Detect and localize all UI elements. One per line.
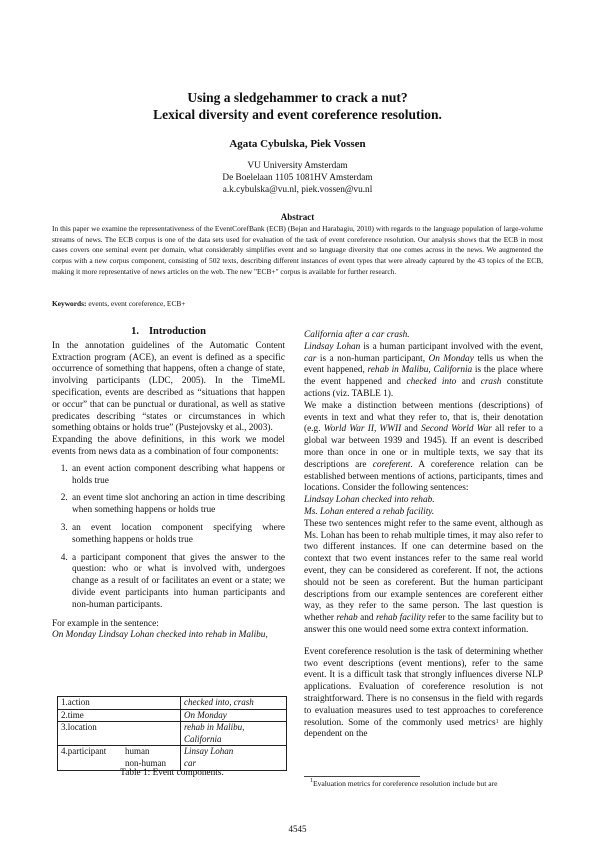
italic-term: rehab in Malibu, California xyxy=(367,365,473,376)
section-number: 1. xyxy=(131,326,139,337)
keywords-text: events, event coreference, ECB+ xyxy=(86,299,186,308)
table-cell: checked into, crash xyxy=(184,697,254,707)
section-heading xyxy=(52,326,285,338)
text-run: and xyxy=(357,613,376,624)
example-intro: For example in the sentence: xyxy=(52,618,159,629)
text-run: Event coreference resolution is the task of determining whether two event descriptions (event mentions), refer to the same event. It is a difficult task that strongly influences diverse NLP applications. Evaluation of coreference resolution is not straightforward. There is no consensus in the field with regards to evaluation measures used to test approaches to coreference resolution. Some of the commonly used metrics xyxy=(304,646,543,728)
example-sentence-2: Ms. Lohan entered a rehab facility. xyxy=(304,506,435,517)
list-item: 4. a participant component that gives the answer to the question: who or what is involved with, undergoes change as a result of or facilitates an event or a state; we divide event participants into human participants and non-human participants. xyxy=(70,553,285,612)
task-paragraph xyxy=(304,647,543,741)
text-run: . A coreference relation can be established between mentions of actions, participants, times and locations. Consider the following sentences: xyxy=(304,459,544,494)
coreference-paragraph xyxy=(304,519,543,637)
left-column xyxy=(52,326,285,642)
italic-term: On Monday xyxy=(428,353,474,364)
table-cell: 2.time xyxy=(58,709,123,722)
text-run: constitute actions (viz. TABLE 1). xyxy=(304,377,543,399)
text-run: These two sentences might refer to the same event, although as Ms. Lohan has been to rehab multiple times, it may also refer to two different instances. If one can determine based on the context that two event instances refer to the same real world event, they can be considered as coreferent. If not, the actions should not be seen as coreferent. But the human participant descriptions from our example sentences are coreferent either way, as they refer to the same person. The last question is whether xyxy=(304,518,543,624)
italic-term: World War II xyxy=(323,424,374,435)
text-run: refer to the same facility but to answer this one would need some extra context information. xyxy=(304,613,543,635)
italic-term: crash xyxy=(480,377,502,388)
italic-term: rehab xyxy=(336,613,358,624)
keywords xyxy=(52,299,543,308)
mentions-paragraph xyxy=(304,401,543,495)
affiliation xyxy=(60,160,535,196)
affiliation-line-1: VU University Amsterdam xyxy=(247,161,348,171)
italic-term: coreferent xyxy=(372,459,411,470)
table-cell: human xyxy=(125,746,150,757)
keywords-label: Keywords: xyxy=(52,299,87,308)
table-caption: Table 1: Event components. xyxy=(120,768,224,778)
table-cell: Linsay Lohan xyxy=(184,746,234,757)
example-sentence-1: Lindsay Lohan checked into rehab. xyxy=(304,495,435,506)
section-title: Introduction xyxy=(148,326,206,337)
page-number: 4545 xyxy=(288,824,307,834)
intro-paragraph-1: In the annotation guidelines of the Automatic Content Extraction program (ACE), an event is defined as a specific occurrence of something that happens, often a change of state, involving participants (LDC, 2005). In the TimeML specification, events are described as “situations that happen or occur” that can be punctual or durational, as well as stative predicates describing “states or circumstances in which something obtains or holds true” (Pustejovsky et al., 2003). xyxy=(52,340,285,434)
italic-term: rehab facility xyxy=(375,613,426,624)
title-line-1: Using a sledgehammer to crack a nut? xyxy=(187,90,408,105)
authors: Agata Cybulska, Piek Vossen xyxy=(229,138,366,150)
italic-term: Lindsay Lohan xyxy=(304,341,361,352)
text-run: are highly dependent on the xyxy=(304,717,543,740)
table-cell: non-human xyxy=(125,757,166,768)
right-column xyxy=(304,330,543,741)
footnote-divider xyxy=(304,776,420,777)
text-run: is the place where the event happened and xyxy=(304,365,543,388)
abstract-heading: Abstract xyxy=(280,212,315,222)
table-cell xyxy=(122,697,181,710)
list-item: 2. an event time slot anchoring an action in time describing when something happens or holds true xyxy=(70,493,285,517)
table-row xyxy=(58,746,287,758)
title-line-2: Lexical diversity and event coreference resolution. xyxy=(153,107,442,122)
table-cell: 3.location xyxy=(58,722,123,746)
list-item: 3. an event location component specifying where something happens or holds true xyxy=(70,523,285,547)
text-run: and xyxy=(401,424,422,435)
table-cell: car xyxy=(184,757,196,768)
table-row xyxy=(58,709,287,722)
text-run: is a human participant involved with the event, xyxy=(360,341,543,352)
example-sentence: On Monday Lindsay Lohan checked into rehab in Malibu, xyxy=(52,630,268,641)
italic-term: WWII xyxy=(379,424,402,435)
event-components-table xyxy=(57,696,287,771)
text-run: , xyxy=(373,424,380,435)
italic-term: car xyxy=(304,353,317,364)
table-cell: rehab in Malibu, California xyxy=(184,722,245,744)
footnote-ref: 1 xyxy=(495,718,499,725)
table-row xyxy=(58,697,287,710)
affiliation-emails: a.k.cybulska@vu.nl, piek.vossen@vu.nl xyxy=(222,185,373,195)
event-components-list xyxy=(52,464,285,612)
text-run: and xyxy=(456,377,481,388)
footnote-mark: 1 xyxy=(310,778,313,784)
text-run: is a non-human participant, xyxy=(316,353,429,364)
intro-paragraph-2: Expanding the above definitions, in this work we model events from news data as a combination of four components: xyxy=(52,435,285,457)
example-continuation: California after a car crash. xyxy=(304,330,410,340)
text-run: tells us when the event happened, xyxy=(304,353,543,376)
footnote-text: Evaluation metrics for coreference resolution include but are xyxy=(313,779,498,788)
italic-term: checked into xyxy=(406,377,457,388)
footnote xyxy=(310,779,543,788)
affiliation-line-2: De Boelelaan 1105 1081HV Amsterdam xyxy=(222,173,373,183)
table-cell: 1.action xyxy=(58,697,123,710)
abstract-text: In this paper we examine the representativeness of the EventCorefBank (ECB) (Bejan and Harabagiu, 2010) with regards to the language population of large-volume streams of news. The ECB corpus is one of the data sets used for evaluation of the task of event coreference resolution. Our analysis shows that the ECB in most cases covers one seminal event per domain, what considerably simplifies event and so language diversity that one comes across in the news. We augmented the corpus with a new corpus component, consisting of 502 texts, describing different instances of event types that were already captured by the 43 topics of the ECB, making it more representative of news articles on the web. The new "ECB+" corpus is available for further research. xyxy=(52,224,543,276)
italic-term: Second World War xyxy=(421,424,492,435)
components-paragraph xyxy=(304,342,543,401)
text-run: We make a distinction between mentions (descriptions) of events in text and what they refer to, that is, their denotation (e.g. xyxy=(304,400,543,435)
table-cell: On Monday xyxy=(184,709,227,720)
list-item: 1. an event action component describing what happens or holds true xyxy=(70,464,285,488)
table-cell xyxy=(122,722,181,746)
table-cell: 4.participant xyxy=(61,746,107,757)
table-row xyxy=(58,722,287,746)
paper-title xyxy=(60,89,535,123)
table-cell xyxy=(122,709,181,722)
text-run: all refer to a global war between 1939 and 1945). If an event is described more than once in one or in multiple texts, we say that its descriptions are xyxy=(304,424,543,470)
